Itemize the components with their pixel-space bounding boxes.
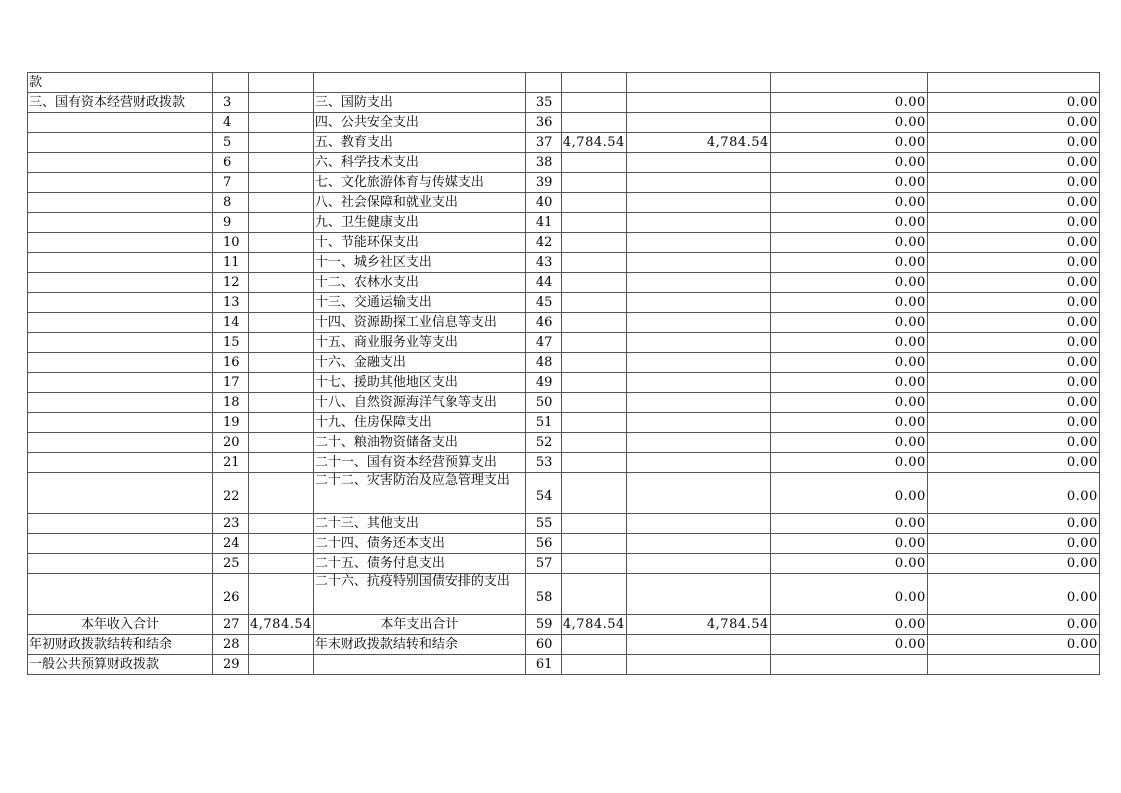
general-budget-cell: [626, 73, 770, 93]
general-budget-cell: [626, 574, 770, 615]
expense-line-number-cell: 55: [525, 514, 561, 534]
income-item-cell: [28, 213, 213, 233]
income-item-cell: 本年收入合计: [28, 615, 213, 635]
income-item-cell: [28, 373, 213, 393]
income-amount-cell: [249, 373, 314, 393]
income-line-number-cell: 26: [213, 574, 249, 615]
income-line-number-cell: 9: [213, 213, 249, 233]
expense-line-number-cell: 48: [525, 353, 561, 373]
expense-total-cell: [561, 113, 626, 133]
general-budget-cell: [626, 373, 770, 393]
state-capital-cell: 0.00: [927, 473, 1099, 514]
expense-total-cell: 4,784.54: [561, 615, 626, 635]
income-item-cell: 一般公共预算财政拨款: [28, 655, 213, 675]
state-capital-cell: 0.00: [927, 534, 1099, 554]
income-line-number-cell: 19: [213, 413, 249, 433]
table-row: [28, 393, 1100, 413]
government-fund-cell: 0.00: [770, 473, 927, 514]
expense-item-cell: 五、教育支出: [313, 133, 525, 153]
table-row: [28, 655, 1100, 675]
expense-item-cell: 本年支出合计: [313, 615, 525, 635]
income-line-number-cell: 25: [213, 554, 249, 574]
income-line-number-cell: 13: [213, 293, 249, 313]
expense-total-cell: [561, 554, 626, 574]
income-amount-cell: [249, 393, 314, 413]
state-capital-cell: 0.00: [927, 273, 1099, 293]
expense-item-cell: 十二、农林水支出: [313, 273, 525, 293]
expense-total-cell: [561, 574, 626, 615]
income-line-number-cell: 17: [213, 373, 249, 393]
expense-item-cell: 十八、自然资源海洋气象等支出: [313, 393, 525, 413]
expense-item-cell: 二十六、抗疫特别国债安排的支出: [313, 574, 525, 615]
income-amount-cell: [249, 473, 314, 514]
expense-line-number-cell: 42: [525, 233, 561, 253]
income-amount-cell: [249, 353, 314, 373]
table-row: [28, 615, 1100, 635]
expense-item-cell: 六、科学技术支出: [313, 153, 525, 173]
government-fund-cell: 0.00: [770, 534, 927, 554]
expense-line-number-cell: 60: [525, 635, 561, 655]
government-fund-cell: 0.00: [770, 373, 927, 393]
state-capital-cell: 0.00: [927, 133, 1099, 153]
income-amount-cell: [249, 173, 314, 193]
table-row: [28, 213, 1100, 233]
table-row: [28, 453, 1100, 473]
income-amount-cell: [249, 413, 314, 433]
general-budget-cell: [626, 554, 770, 574]
table-row: [28, 173, 1100, 193]
state-capital-cell: 0.00: [927, 433, 1099, 453]
government-fund-cell: 0.00: [770, 453, 927, 473]
income-line-number-cell: 4: [213, 113, 249, 133]
income-line-number-cell: 10: [213, 233, 249, 253]
income-line-number-cell: 11: [213, 253, 249, 273]
government-fund-cell: 0.00: [770, 433, 927, 453]
general-budget-cell: [626, 333, 770, 353]
general-budget-cell: [626, 153, 770, 173]
expense-total-cell: [561, 213, 626, 233]
expense-total-cell: [561, 273, 626, 293]
expense-total-cell: [561, 473, 626, 514]
general-budget-cell: [626, 233, 770, 253]
state-capital-cell: 0.00: [927, 353, 1099, 373]
income-line-number-cell: 6: [213, 153, 249, 173]
state-capital-cell: 0.00: [927, 173, 1099, 193]
expense-line-number-cell: 50: [525, 393, 561, 413]
income-amount-cell: [249, 93, 314, 113]
table-row: [28, 293, 1100, 313]
table-row: [28, 413, 1100, 433]
table-row: [28, 333, 1100, 353]
income-item-cell: [28, 173, 213, 193]
expense-line-number-cell: 37: [525, 133, 561, 153]
expense-line-number-cell: 38: [525, 153, 561, 173]
expense-line-number-cell: 58: [525, 574, 561, 615]
income-amount-cell: [249, 193, 314, 213]
expense-total-cell: [561, 333, 626, 353]
expense-item-cell: 十九、住房保障支出: [313, 413, 525, 433]
expense-line-number-cell: 45: [525, 293, 561, 313]
government-fund-cell: 0.00: [770, 514, 927, 534]
government-fund-cell: [770, 73, 927, 93]
expense-total-cell: [561, 453, 626, 473]
general-budget-cell: [626, 173, 770, 193]
expense-item-cell: 十、节能环保支出: [313, 233, 525, 253]
general-budget-cell: [626, 635, 770, 655]
expense-line-number-cell: 51: [525, 413, 561, 433]
expense-total-cell: [561, 413, 626, 433]
expense-item-cell: 十七、援助其他地区支出: [313, 373, 525, 393]
income-item-cell: [28, 574, 213, 615]
table-row: [28, 473, 1100, 514]
general-budget-cell: [626, 393, 770, 413]
table-row: [28, 514, 1100, 534]
expense-item-cell: [313, 73, 525, 93]
government-fund-cell: 0.00: [770, 635, 927, 655]
expense-total-cell: [561, 253, 626, 273]
government-fund-cell: 0.00: [770, 133, 927, 153]
general-budget-cell: [626, 273, 770, 293]
income-amount-cell: [249, 635, 314, 655]
expense-total-cell: [561, 93, 626, 113]
expense-line-number-cell: 52: [525, 433, 561, 453]
expense-total-cell: [561, 635, 626, 655]
income-line-number-cell: 21: [213, 453, 249, 473]
general-budget-cell: [626, 213, 770, 233]
income-line-number-cell: 23: [213, 514, 249, 534]
government-fund-cell: 0.00: [770, 113, 927, 133]
state-capital-cell: 0.00: [927, 333, 1099, 353]
state-capital-cell: 0.00: [927, 233, 1099, 253]
table-row: [28, 193, 1100, 213]
expense-total-cell: [561, 173, 626, 193]
state-capital-cell: 0.00: [927, 93, 1099, 113]
expense-item-cell: 年末财政拨款结转和结余: [313, 635, 525, 655]
state-capital-cell: 0.00: [927, 193, 1099, 213]
government-fund-cell: 0.00: [770, 153, 927, 173]
government-fund-cell: 0.00: [770, 273, 927, 293]
income-line-number-cell: 5: [213, 133, 249, 153]
income-amount-cell: [249, 313, 314, 333]
expense-total-cell: [561, 153, 626, 173]
income-item-cell: [28, 514, 213, 534]
general-budget-cell: [626, 253, 770, 273]
expense-line-number-cell: 54: [525, 473, 561, 514]
income-line-number-cell: 27: [213, 615, 249, 635]
income-item-cell: [28, 534, 213, 554]
state-capital-cell: 0.00: [927, 213, 1099, 233]
government-fund-cell: 0.00: [770, 615, 927, 635]
table-row: [28, 273, 1100, 293]
expense-item-cell: 七、文化旅游体育与传媒支出: [313, 173, 525, 193]
general-budget-cell: [626, 193, 770, 213]
expense-line-number-cell: 36: [525, 113, 561, 133]
income-line-number-cell: 29: [213, 655, 249, 675]
expense-line-number-cell: 53: [525, 453, 561, 473]
expense-line-number-cell: 46: [525, 313, 561, 333]
income-line-number-cell: 14: [213, 313, 249, 333]
expense-item-cell: 十五、商业服务业等支出: [313, 333, 525, 353]
expense-total-cell: [561, 393, 626, 413]
expense-item-cell: 二十四、债务还本支出: [313, 534, 525, 554]
income-amount-cell: [249, 554, 314, 574]
income-item-cell: 年初财政拨款结转和结余: [28, 635, 213, 655]
state-capital-cell: 0.00: [927, 413, 1099, 433]
table-row: [28, 554, 1100, 574]
general-budget-cell: [626, 353, 770, 373]
income-amount-cell: [249, 333, 314, 353]
income-item-cell: [28, 413, 213, 433]
expense-line-number-cell: 47: [525, 333, 561, 353]
income-item-cell: [28, 554, 213, 574]
state-capital-cell: 0.00: [927, 373, 1099, 393]
expense-line-number-cell: 40: [525, 193, 561, 213]
income-item-cell: [28, 393, 213, 413]
table-row: [28, 373, 1100, 393]
expense-item-cell: 九、卫生健康支出: [313, 213, 525, 233]
government-fund-cell: [770, 655, 927, 675]
state-capital-cell: 0.00: [927, 113, 1099, 133]
general-budget-cell: [626, 313, 770, 333]
expense-line-number-cell: 59: [525, 615, 561, 635]
income-amount-cell: [249, 133, 314, 153]
income-amount-cell: [249, 213, 314, 233]
income-amount-cell: [249, 273, 314, 293]
income-item-cell: [28, 453, 213, 473]
state-capital-cell: 0.00: [927, 615, 1099, 635]
government-fund-cell: 0.00: [770, 213, 927, 233]
expense-line-number-cell: 61: [525, 655, 561, 675]
expense-item-cell: 十四、资源勘探工业信息等支出: [313, 313, 525, 333]
income-line-number-cell: 12: [213, 273, 249, 293]
income-item-cell: [28, 193, 213, 213]
expense-total-cell: [561, 373, 626, 393]
table-row: [28, 253, 1100, 273]
income-item-cell: [28, 133, 213, 153]
general-budget-cell: [626, 473, 770, 514]
income-line-number-cell: 20: [213, 433, 249, 453]
income-item-cell: [28, 233, 213, 253]
income-item-cell: [28, 313, 213, 333]
expense-line-number-cell: 56: [525, 534, 561, 554]
expense-line-number-cell: 41: [525, 213, 561, 233]
income-item-cell: [28, 473, 213, 514]
income-amount-cell: [249, 293, 314, 313]
expense-line-number-cell: [525, 73, 561, 93]
general-budget-cell: [626, 293, 770, 313]
income-item-cell: [28, 293, 213, 313]
general-budget-cell: [626, 113, 770, 133]
government-fund-cell: 0.00: [770, 173, 927, 193]
income-line-number-cell: 8: [213, 193, 249, 213]
expense-total-cell: [561, 193, 626, 213]
government-fund-cell: 0.00: [770, 193, 927, 213]
expense-item-cell: 十六、金融支出: [313, 353, 525, 373]
table-row: [28, 574, 1100, 615]
expense-item-cell: 二十二、灾害防治及应急管理支出: [313, 473, 525, 514]
expense-total-cell: [561, 655, 626, 675]
expense-line-number-cell: 35: [525, 93, 561, 113]
general-budget-cell: 4,784.54: [626, 133, 770, 153]
state-capital-cell: 0.00: [927, 453, 1099, 473]
general-budget-cell: [626, 655, 770, 675]
government-fund-cell: 0.00: [770, 233, 927, 253]
expense-line-number-cell: 49: [525, 373, 561, 393]
state-capital-cell: 0.00: [927, 635, 1099, 655]
state-capital-cell: 0.00: [927, 393, 1099, 413]
income-line-number-cell: 7: [213, 173, 249, 193]
general-budget-cell: [626, 413, 770, 433]
expense-item-cell: 二十五、债务付息支出: [313, 554, 525, 574]
income-amount-cell: [249, 433, 314, 453]
income-line-number-cell: [213, 73, 249, 93]
state-capital-cell: 0.00: [927, 514, 1099, 534]
table-row: [28, 534, 1100, 554]
expense-total-cell: [561, 534, 626, 554]
general-budget-cell: [626, 93, 770, 113]
table-row: [28, 133, 1100, 153]
income-amount-cell: [249, 514, 314, 534]
table-row: [28, 635, 1100, 655]
expense-line-number-cell: 43: [525, 253, 561, 273]
income-line-number-cell: 24: [213, 534, 249, 554]
state-capital-cell: [927, 73, 1099, 93]
expense-line-number-cell: 44: [525, 273, 561, 293]
income-amount-cell: [249, 73, 314, 93]
expense-total-cell: [561, 313, 626, 333]
expense-total-cell: [561, 514, 626, 534]
state-capital-cell: 0.00: [927, 554, 1099, 574]
government-fund-cell: 0.00: [770, 93, 927, 113]
income-item-cell: [28, 253, 213, 273]
table-row: [28, 313, 1100, 333]
general-budget-cell: [626, 534, 770, 554]
income-item-cell: 三、国有资本经营财政拨款: [28, 93, 213, 113]
income-amount-cell: [249, 153, 314, 173]
table-row: [28, 353, 1100, 373]
state-capital-cell: 0.00: [927, 153, 1099, 173]
expense-item-cell: 二十、粮油物资储备支出: [313, 433, 525, 453]
income-amount-cell: 4,784.54: [249, 615, 314, 635]
general-budget-cell: 4,784.54: [626, 615, 770, 635]
income-line-number-cell: 15: [213, 333, 249, 353]
income-line-number-cell: 16: [213, 353, 249, 373]
income-amount-cell: [249, 534, 314, 554]
income-amount-cell: [249, 655, 314, 675]
government-fund-cell: 0.00: [770, 253, 927, 273]
income-line-number-cell: 18: [213, 393, 249, 413]
government-fund-cell: 0.00: [770, 393, 927, 413]
general-budget-cell: [626, 514, 770, 534]
expense-item-cell: 三、国防支出: [313, 93, 525, 113]
income-item-cell: [28, 273, 213, 293]
expense-item-cell: 八、社会保障和就业支出: [313, 193, 525, 213]
income-item-cell: [28, 153, 213, 173]
expense-line-number-cell: 57: [525, 554, 561, 574]
income-item-cell: [28, 353, 213, 373]
state-capital-cell: 0.00: [927, 293, 1099, 313]
expense-item-cell: 十三、交通运输支出: [313, 293, 525, 313]
income-item-cell: [28, 433, 213, 453]
table-row: [28, 73, 1100, 93]
expense-item-cell: 十一、城乡社区支出: [313, 253, 525, 273]
income-amount-cell: [249, 233, 314, 253]
expense-total-cell: [561, 353, 626, 373]
expense-item-cell: [313, 655, 525, 675]
general-budget-cell: [626, 433, 770, 453]
expense-item-cell: 四、公共安全支出: [313, 113, 525, 133]
income-line-number-cell: 22: [213, 473, 249, 514]
income-item-cell: 款: [28, 73, 213, 93]
expense-total-cell: [561, 433, 626, 453]
government-fund-cell: 0.00: [770, 313, 927, 333]
government-fund-cell: 0.00: [770, 554, 927, 574]
government-fund-cell: 0.00: [770, 353, 927, 373]
state-capital-cell: [927, 655, 1099, 675]
income-item-cell: [28, 113, 213, 133]
table-row: [28, 153, 1100, 173]
government-fund-cell: 0.00: [770, 413, 927, 433]
expense-total-cell: [561, 293, 626, 313]
table-row: [28, 113, 1100, 133]
expense-total-cell: [561, 73, 626, 93]
state-capital-cell: 0.00: [927, 313, 1099, 333]
government-fund-cell: 0.00: [770, 333, 927, 353]
general-budget-cell: [626, 453, 770, 473]
government-fund-cell: 0.00: [770, 574, 927, 615]
income-amount-cell: [249, 253, 314, 273]
expense-item-cell: 二十三、其他支出: [313, 514, 525, 534]
income-amount-cell: [249, 574, 314, 615]
table-row: [28, 233, 1100, 253]
table-row: [28, 93, 1100, 113]
state-capital-cell: 0.00: [927, 253, 1099, 273]
expense-total-cell: [561, 233, 626, 253]
income-amount-cell: [249, 453, 314, 473]
government-fund-cell: 0.00: [770, 293, 927, 313]
income-line-number-cell: 3: [213, 93, 249, 113]
table-row: [28, 433, 1100, 453]
fiscal-appropriation-table: [27, 72, 1100, 675]
expense-item-cell: 二十一、国有资本经营预算支出: [313, 453, 525, 473]
income-line-number-cell: 28: [213, 635, 249, 655]
expense-line-number-cell: 39: [525, 173, 561, 193]
expense-total-cell: 4,784.54: [561, 133, 626, 153]
state-capital-cell: 0.00: [927, 574, 1099, 615]
income-item-cell: [28, 333, 213, 353]
income-amount-cell: [249, 113, 314, 133]
